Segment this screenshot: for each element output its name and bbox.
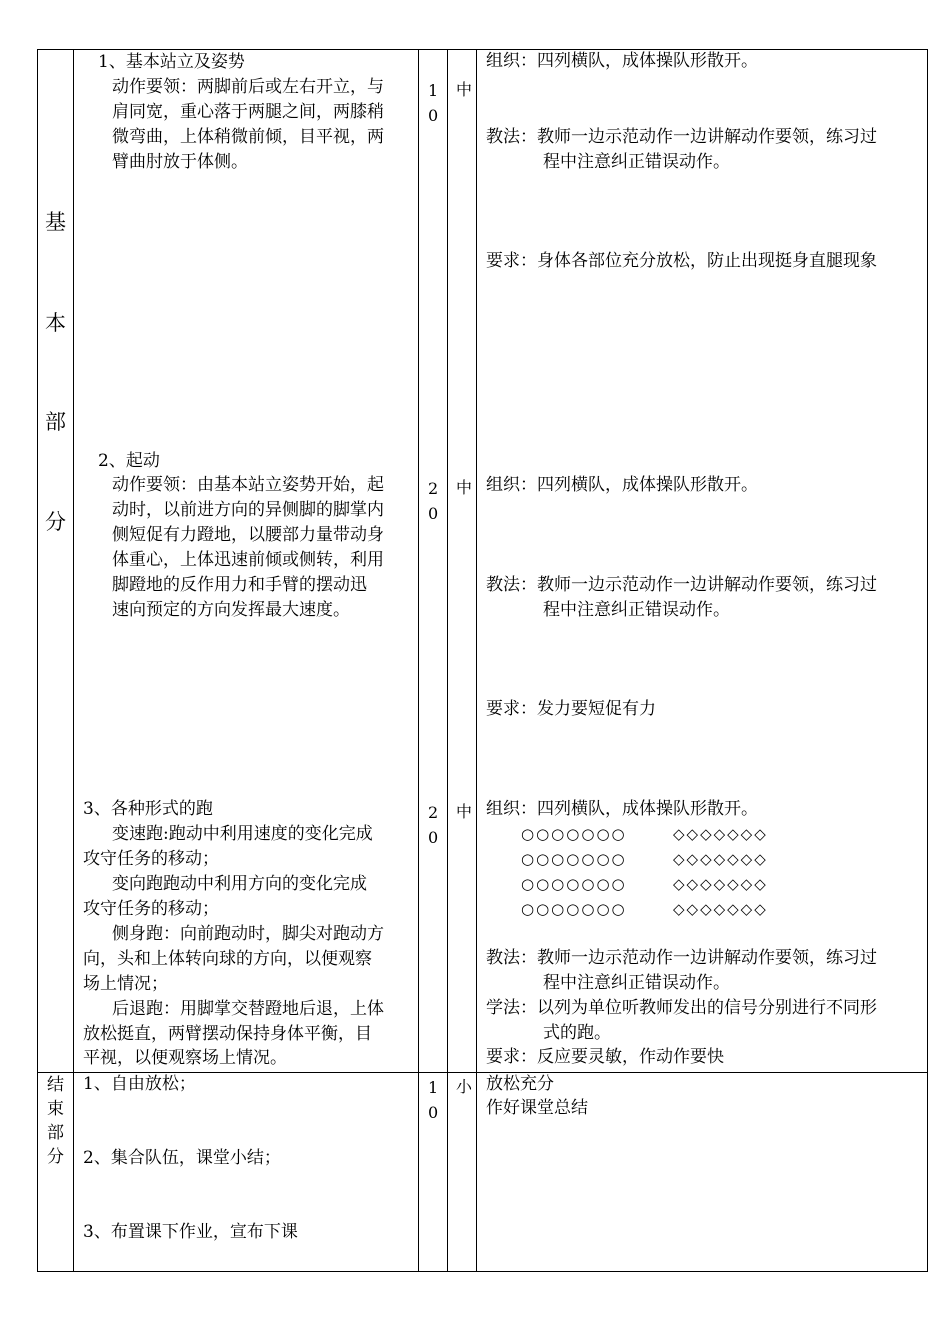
intensity-label: 中 [456,80,473,99]
item-text-line: 平视，以便观察场上情况。 [83,1048,287,1068]
time-digit: 0 [428,1103,439,1122]
intensity-label: 中 [456,802,473,821]
section-title-char: 本 [45,311,66,335]
item-text-line: 肩同宽，重心落于两腿之间，两膝稍 [112,102,384,122]
item-text-line: 速向预定的方向发挥最大速度。 [112,600,350,620]
organization-text: 组织：四列横队，成体操队形散开。 [486,51,758,71]
item-text-line: 动作要领：两脚前后或左右开立，与 [112,77,384,97]
study-method-text: 学法：以列为单位听教师发出的信号分别进行不同形 [486,998,877,1018]
method-text: 程中注意纠正错误动作。 [543,600,730,620]
item-text-line: 臂曲肘放于体侧。 [112,152,248,172]
study-method-text: 式的跑。 [543,1023,611,1043]
item-text-line: 侧短促有力蹬地，以腰部力量带动身 [112,525,384,545]
section-title-char: 结 [47,1075,64,1095]
requirement-text: 要求：身体各部位充分放松，防止出现挺身直腿现象 [486,251,877,271]
item-text-line: 放松挺直，两臂摆动保持身体平衡，目 [83,1024,372,1044]
column-divider-1 [73,49,74,1272]
column-divider-4 [476,49,477,1272]
formation-row-circles: ○○○○○○○ [521,900,627,918]
formation-row-diamonds: ◇◇◇◇◇◇◇ [673,850,768,868]
item-text-line: 攻守任务的移动； [83,899,219,919]
method-text: 程中注意纠正错误动作。 [543,973,730,993]
end-item: 1、自由放松； [83,1074,196,1094]
time-digit: 0 [428,828,439,847]
item-text-line: 攻守任务的移动； [83,849,219,869]
item-title: 2、起动 [98,451,160,471]
formation-row-diamonds: ◇◇◇◇◇◇◇ [673,875,768,893]
formation-row-circles: ○○○○○○○ [521,875,627,893]
item-text-line: 动时，以前进方向的异侧脚的脚掌内 [112,500,384,520]
section-title-char: 分 [45,510,66,534]
column-divider-2 [418,49,419,1272]
item-text-line: 变速跑:跑动中利用速度的变化完成 [112,824,373,844]
item-title: 3、各种形式的跑 [83,799,213,819]
time-digit: 0 [428,106,439,125]
item-text-line: 变向跑跑动中利用方向的变化完成 [112,874,367,894]
formation-row-diamonds: ◇◇◇◇◇◇◇ [673,825,768,843]
item-text-line: 动作要领：由基本站立姿势开始，起 [112,475,384,495]
formation-row-circles: ○○○○○○○ [521,850,627,868]
section-title-char: 束 [47,1099,64,1119]
requirement-text: 要求：发力要短促有力 [486,699,656,719]
formation-row-diamonds: ◇◇◇◇◇◇◇ [673,900,768,918]
item-title: 1、基本站立及姿势 [98,52,245,72]
method-text: 教法：教师一边示范动作一边讲解动作要领，练习过 [486,575,877,595]
section-title-char: 基 [45,210,66,234]
requirement-text: 要求：反应要灵敏，作动作要快 [486,1047,724,1067]
end-note: 作好课堂总结 [486,1098,588,1118]
column-divider-3 [447,49,448,1272]
method-text: 教法：教师一边示范动作一边讲解动作要领，练习过 [486,127,877,147]
table-border-bottom [37,1271,928,1272]
time-digit: 2 [428,479,439,498]
intensity-label: 中 [456,478,473,497]
section-title-char: 分 [47,1147,64,1167]
intensity-label: 小 [456,1077,473,1096]
end-item: 2、集合队伍，课堂小结； [83,1148,281,1168]
item-text-line: 向，头和上体转向球的方向，以便观察 [83,949,372,969]
method-text: 程中注意纠正错误动作。 [543,152,730,172]
item-text-line: 微弯曲，上体稍微前倾，目平视，两 [112,127,384,147]
time-digit: 1 [428,1078,439,1097]
formation-row-circles: ○○○○○○○ [521,825,627,843]
item-text-line: 体重心，上体迅速前倾或侧转，利用 [112,550,384,570]
organization-text: 组织：四列横队，成体操队形散开。 [486,799,758,819]
organization-text: 组织：四列横队，成体操队形散开。 [486,475,758,495]
item-text-line: 后退跑：用脚掌交替蹬地后退，上体 [112,999,384,1019]
time-digit: 1 [428,81,439,100]
item-text-line: 侧身跑：向前跑动时，脚尖对跑动方 [112,924,384,944]
item-text-line: 脚蹬地的反作用力和手臂的摆动迅 [112,575,367,595]
method-text: 教法：教师一边示范动作一边讲解动作要领，练习过 [486,948,877,968]
time-digit: 2 [428,803,439,822]
item-text-line: 场上情况； [83,974,168,994]
end-item: 3、布置课下作业，宣布下课 [83,1222,298,1242]
table-border-right [927,49,928,1272]
section-title-char: 部 [47,1123,64,1143]
table-border-left [37,49,38,1272]
end-note: 放松充分 [486,1074,554,1094]
time-digit: 0 [428,504,439,523]
section-title-char: 部 [45,410,66,434]
